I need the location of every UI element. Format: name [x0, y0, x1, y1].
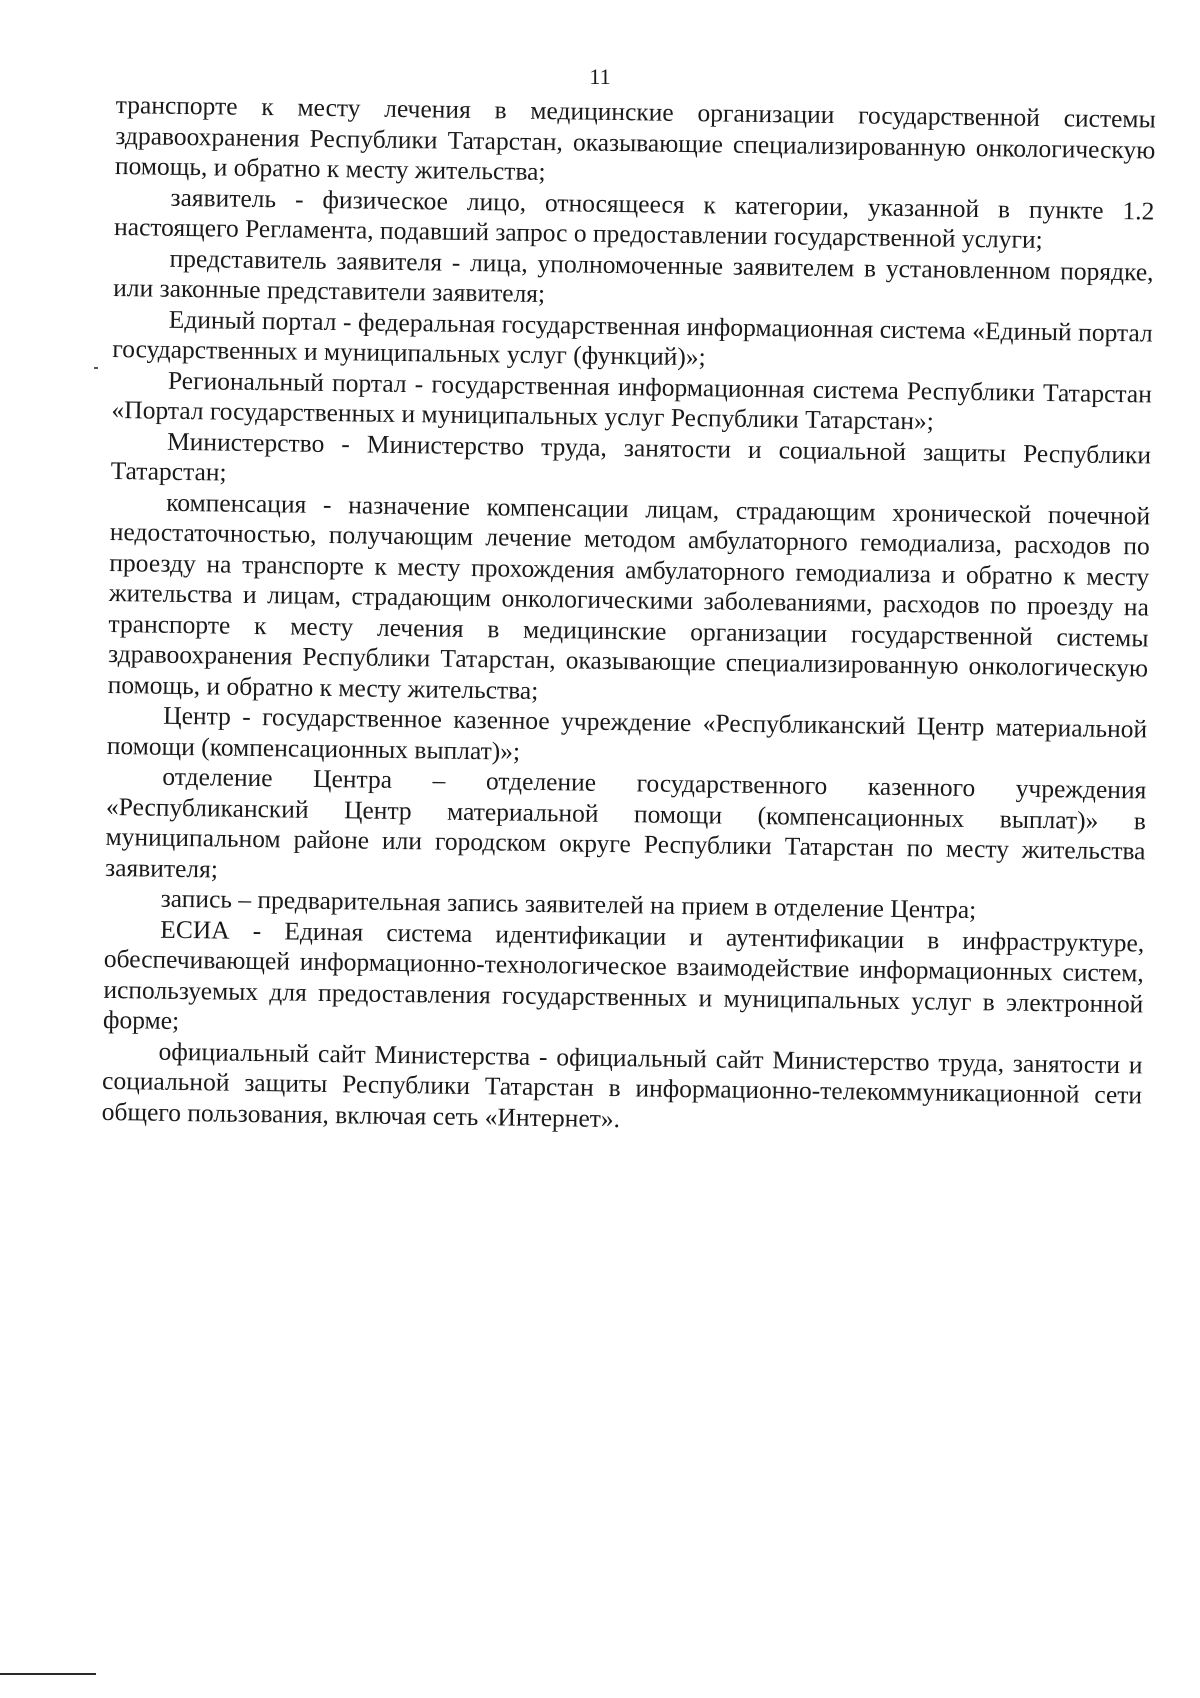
paragraph-definition-representative: представитель заявителя - лица, уполномоченные заявителем в установленном порядке, или законные представители заявителя;: [113, 243, 1154, 309]
paragraph-definition-official-site: официальный сайт Министерства - официальный сайт Министерство труда, занятости и социальной защиты Республики Татарстан в информационно-телекоммуникационной сети общего пользования, включая сеть «Интернет».: [101, 1036, 1143, 1133]
paragraph-continuation: транспорте к месту лечения в медицинские организации государственной системы здравоохранения Республики Татарстан, оказывающие специализированную онкологическую помощь, и обратно к месту жительства;: [114, 90, 1156, 187]
scan-artifact-line: [0, 1673, 96, 1675]
paragraph-definition-compensation: компенсация - назначение компенсации лицам, страдающим хронической почечной недостаточностью, получающим лечение методом амбулаторного гемодиализа, расходов по проезду на транспорте к месту прохождения амбулаторного гемодиализа и обратно к месту жительства и лицам, страдающим онкологическими заболеваниями, расходов по проезду на транспорте к месту лечения в медицинские организации государственной системы здравоохранения Республики Татарстан, оказывающие специализированную онкологическую помощь, и обратно к месту жительства;: [107, 487, 1151, 705]
paragraph-definition-unified-portal: Единый портал - федеральная государственная информационная система «Единый портал государственных и муниципальных услуг (функций)»;: [112, 304, 1153, 372]
paragraph-definition-center: Центр - государственное казенное учреждение «Республиканский Центр материальной помощи (компенсационных выплат)»;: [106, 700, 1148, 766]
paragraph-definition-esia: ЕСИА - Единая система идентификации и аутентификации в инфраструктуре, обеспечивающей информационно-технологическое взаимодействие информационных систем, используемых для предоставления государственных и муниципальных услуг в электронной форме;: [102, 914, 1145, 1035]
paragraph-definition-center-branch: отделение Центра – отделение государственного казенного учреждения «Республиканский Центр материальной помощи (компенсационных выплат)» в муниципальном районе или городском округе Республики Татарстан по месту жительства заявителя;: [104, 761, 1147, 883]
paragraph-definition-regional-portal: Региональный портал - государственная информационная система Республики Татарстан «Портал государственных и муниципальных услуг Республики Татарстан»;: [111, 365, 1153, 436]
paragraph-definition-appointment: запись – предварительная запись заявителей на прием в отделение Центра;: [160, 883, 977, 925]
paragraph-definition-ministry: Министерство - Министерство труда, занятости и социальной защиты Республики Татарстан;: [110, 426, 1152, 487]
page-number: 11: [589, 64, 611, 89]
scan-artifact-dot: [94, 367, 98, 369]
paragraph-definition-applicant: заявитель - физическое лицо, относящееся к категории, указанной в пункте 1.2 настоящего Регламента, подавший запрос о предоставлении государственной услуги;: [113, 182, 1155, 254]
document-body: [102, 90, 1156, 1141]
